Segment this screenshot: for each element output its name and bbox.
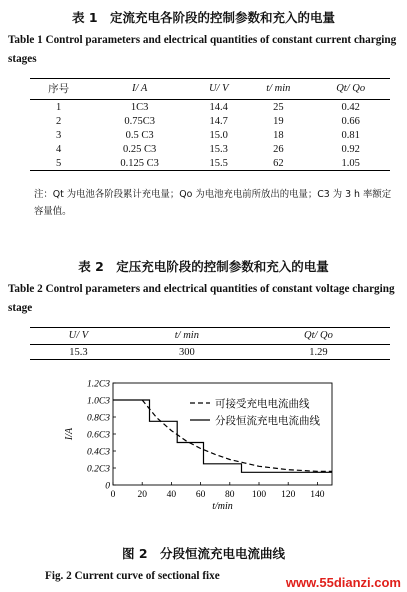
x-tick-label: 80 xyxy=(225,490,235,500)
table-cell: 62 xyxy=(245,156,311,171)
y-axis-label: I/A xyxy=(64,427,75,441)
acceptable-current-curve xyxy=(142,400,332,471)
table-cell: 0.81 xyxy=(341,130,360,141)
x-tick-label: 0 xyxy=(110,490,116,500)
table2 xyxy=(30,327,390,360)
figure-caption-cn: 图 2 分段恒流充电电流曲线 xyxy=(121,546,286,561)
table-row xyxy=(30,142,390,156)
table-cell: 15.5 xyxy=(192,156,245,171)
table-cell: 18 xyxy=(273,130,284,141)
current-curve-chart xyxy=(0,373,407,533)
table1-header: I/ A xyxy=(87,79,192,100)
table-cell: 19 xyxy=(273,116,284,127)
table-cell: 1.29 xyxy=(247,345,390,360)
table-cell: 5 xyxy=(30,156,87,171)
y-tick-label: 0.4C3 xyxy=(87,447,110,458)
table-row xyxy=(30,156,390,171)
table-cell: 15.3 xyxy=(209,144,228,155)
y-tick-label: 0.2C3 xyxy=(87,464,110,475)
table-cell: 0.125 C3 xyxy=(87,156,192,171)
table-cell: 15.3 xyxy=(30,345,127,360)
table-cell: 0.25 C3 xyxy=(123,144,157,155)
x-tick-label: 20 xyxy=(137,490,147,500)
table2-title-cn: 表 2 定压充电阶段的控制参数和充入的电量 xyxy=(78,259,329,274)
legend-label: 可接受充电电流曲线 xyxy=(215,399,310,410)
sectional-constant-current-curve xyxy=(113,400,332,472)
table-row xyxy=(30,345,390,360)
table1 xyxy=(30,78,390,171)
table2-header: U/ V xyxy=(30,328,127,345)
table-cell: 25 xyxy=(273,102,284,113)
table1-title-cn: 表 1 定流充电各阶段的控制参数和充入的电量 xyxy=(71,10,336,25)
table-cell: 1.05 xyxy=(311,156,390,171)
watermark: www.55dianzi.com xyxy=(285,575,401,590)
table-row xyxy=(30,100,390,115)
table1-title-en: Table 1 Control parameters and electrical quantities of constant current charging stages xyxy=(8,34,397,65)
table-cell: 4 xyxy=(55,144,62,155)
table-cell: 26 xyxy=(273,144,284,155)
legend-label: 分段恒流充电电流曲线 xyxy=(215,416,320,427)
table-cell: 3 xyxy=(55,130,62,141)
table2-header: t/ min xyxy=(127,328,247,345)
x-tick-label: 60 xyxy=(195,490,206,500)
table-cell: 14.7 xyxy=(209,116,228,127)
x-tick-label: 140 xyxy=(310,490,325,500)
table2-title-en: Table 2 Control parameters and electrical quantities of constant voltage charging stage xyxy=(8,283,395,314)
table-cell: 14.4 xyxy=(209,102,228,113)
x-tick-label: 120 xyxy=(281,490,296,500)
x-axis-label: t/min xyxy=(212,501,233,512)
table1-header: Qt/ Qo xyxy=(311,79,390,100)
y-tick-label: 0.6C3 xyxy=(87,430,110,441)
y-tick-label: 0 xyxy=(105,481,110,492)
y-tick-label: 1.0C3 xyxy=(87,396,110,407)
table1-header: 序号 xyxy=(30,79,87,100)
table-cell: 2 xyxy=(55,116,62,127)
y-tick-label: 1.2C3 xyxy=(87,379,110,390)
table-cell: 300 xyxy=(127,345,247,360)
table-cell: 1C3 xyxy=(130,102,149,113)
figure-caption-en: Fig. 2 Current curve of sectional fixe xyxy=(45,570,220,582)
table-cell: 15.0 xyxy=(209,130,228,141)
x-tick-label: 40 xyxy=(166,490,177,500)
table-cell: 0.42 xyxy=(341,102,360,113)
table1-note: 注：Qt 为电池各阶段累计充电量；Qo 为电池充电前所放出的电量；C3 为 3 h 率额定容量值。 xyxy=(34,189,392,217)
table-cell: 1 xyxy=(55,102,62,113)
table-cell: 0.5 C3 xyxy=(125,130,154,141)
table-row xyxy=(30,114,390,128)
table2-header: Qt/ Qo xyxy=(247,328,390,345)
table1-header: t/ min xyxy=(245,79,311,100)
table-cell: 0.66 xyxy=(341,116,360,127)
table-cell: 0.75C3 xyxy=(124,116,155,127)
table-cell: 0.92 xyxy=(341,144,360,155)
x-tick-label: 100 xyxy=(251,490,267,500)
table-row xyxy=(30,128,390,142)
y-tick-label: 0.8C3 xyxy=(87,413,110,424)
table1-header: U/ V xyxy=(192,79,245,100)
